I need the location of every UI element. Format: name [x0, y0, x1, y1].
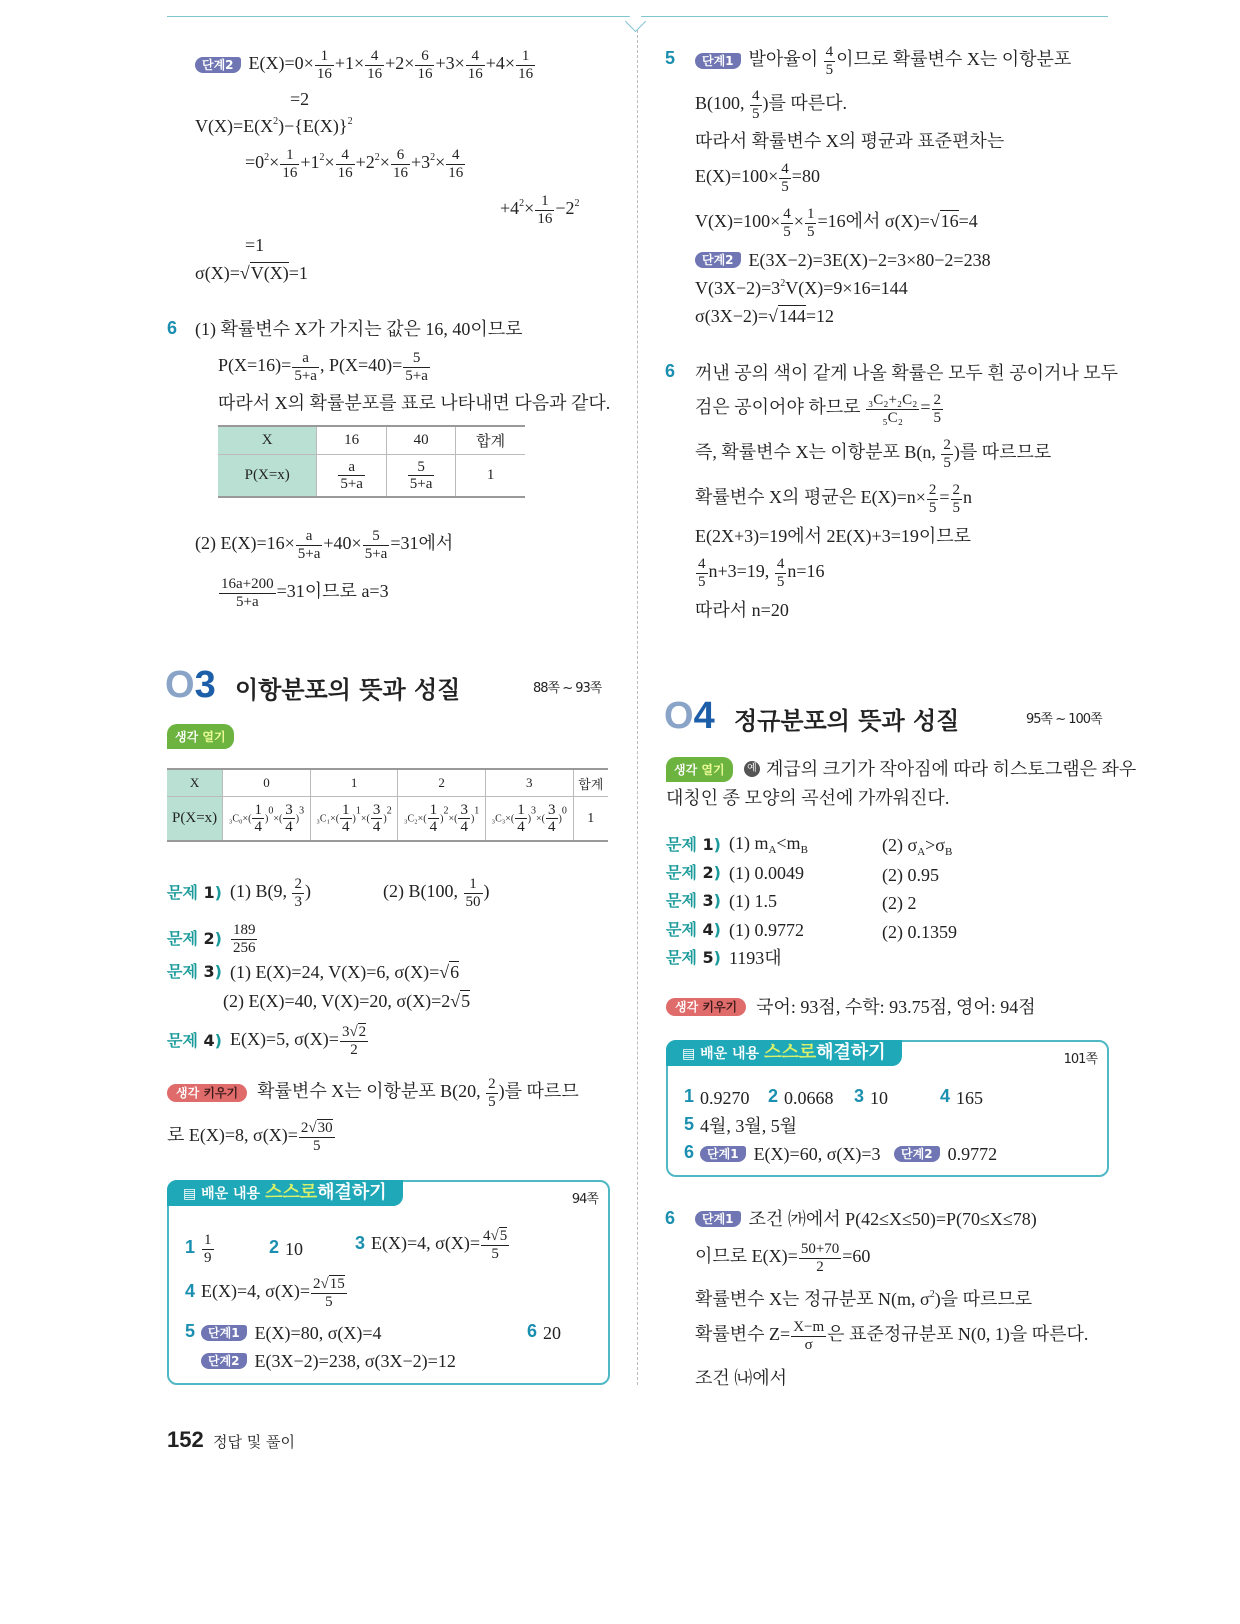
text: =1 — [245, 234, 265, 255]
problem-label — [167, 1033, 222, 1049]
text: ) — [214, 929, 222, 948]
text: 0.0668 — [784, 1087, 834, 1108]
text: 1 — [456, 455, 525, 498]
text: 1193대 — [728, 947, 782, 968]
solution-line — [695, 525, 971, 545]
self-check-header — [167, 1180, 403, 1206]
text: 따라서 확률변수 X의 평균과 표준편차는 — [695, 130, 1005, 151]
example-icon: 예 — [744, 761, 760, 777]
text: 확률변수 Z= $\frac{X-m}{\sigma}$ 은 표준정규분포 N(0, 1)을 따른다. — [695, 1319, 1089, 1353]
text: 국어: 93점, 수학: 93.75점, 영어: 94점 — [756, 996, 1036, 1017]
step2-badge: 단계2 — [195, 57, 241, 73]
section-number — [165, 664, 216, 707]
answer-number: 4 — [185, 1281, 196, 1302]
self-check-box — [666, 1040, 1109, 1177]
solution-line — [195, 115, 353, 135]
text: E(X)=0× $\frac{1}{16}$ +1× $\frac{4}{16}$ +2× $\frac{6}{16}$ +3× $\frac{4}{16}$ +4× $\frac{1}{16}$ — [248, 48, 534, 82]
solution-line — [218, 576, 389, 610]
text: 101쪽 — [1063, 1052, 1097, 1067]
text — [684, 1143, 997, 1163]
text: 로 E(X)=8, σ(X)= $\frac{2√30}{5}$ — [167, 1120, 333, 1154]
text: 16 — [317, 426, 386, 455]
text — [527, 1322, 561, 1342]
text — [940, 1087, 983, 1107]
text: 4 — [702, 919, 714, 939]
solution-line — [695, 437, 1051, 471]
step-badge: 단계1 — [700, 1146, 746, 1162]
text: (2) 0.95 — [882, 864, 939, 885]
text: 키우기 — [702, 999, 738, 1014]
text — [185, 1276, 348, 1310]
think-open-tag — [167, 724, 234, 749]
solution-line — [695, 392, 944, 426]
distribution-table — [218, 425, 525, 498]
text: =2 — [290, 88, 310, 109]
top-notch — [625, 11, 646, 32]
text: σ(3X−2)=√144=12 — [695, 305, 835, 326]
text: 3 — [194, 664, 216, 706]
text: P(X=x) — [218, 455, 317, 498]
step-badge: 단계1 — [201, 1325, 247, 1341]
solution-line — [695, 305, 834, 325]
text — [218, 455, 525, 498]
text: E(3X−2)=3E(X)−2=3×80−2=238 — [748, 249, 991, 270]
solution-line — [695, 599, 789, 619]
page-range: 88쪽 ~ 93쪽 — [533, 681, 602, 696]
problem-number: 6 — [665, 361, 676, 381]
answer-number: 1 — [684, 1086, 695, 1106]
text: 꺼낸 공의 색이 같게 나올 확률은 모두 흰 공이거나 모두 — [695, 362, 1119, 383]
answer-number: 2 — [269, 1237, 280, 1257]
answer-number: 5 — [185, 1321, 196, 1341]
text: $\frac{189}{256}$ — [232, 922, 256, 956]
text — [167, 797, 608, 841]
text: 문제 — [666, 919, 697, 939]
problem-number: 6 — [665, 1208, 676, 1228]
text: $V(X)=E(X^2)-\{E(X)\}^2$ — [195, 115, 353, 136]
text — [882, 836, 952, 858]
text: 열기 — [701, 763, 725, 777]
text: 계급의 크기가 작아짐에 따라 히스토그램은 좌우 — [766, 758, 1137, 779]
text: 0.9772 — [947, 1143, 998, 1164]
solution-line — [695, 130, 1004, 150]
text — [684, 1087, 750, 1107]
text: 배운 내용 — [201, 1186, 261, 1202]
text — [185, 1232, 215, 1266]
text — [666, 947, 721, 967]
text: 합계 — [573, 769, 608, 797]
text: V(X)=100× $\frac{4}{5}$ × $\frac{1}{5}$ =16에서 σ(X)=√16=4 — [695, 206, 978, 240]
text: 해결하기 — [317, 1182, 387, 1203]
text: (2) 0.1359 — [882, 921, 957, 942]
text: 이므로 E(X)= $\frac{50+70}{2}$ =60 — [695, 1241, 871, 1275]
text: (1) 0.0049 — [728, 862, 804, 883]
text: 0 — [223, 769, 311, 797]
text: 문제 — [167, 1031, 198, 1050]
doc-icon: ▤ — [682, 1046, 701, 1062]
text — [768, 1087, 834, 1107]
text: 생각 — [176, 1086, 200, 1100]
text: 발아율이 $\frac{4}{5}$ 이므로 확률변수 X는 이항분포 — [748, 44, 1072, 78]
problem-2-answer — [666, 862, 804, 882]
text: ₃C₀×( $\frac{1}{4}$ )$^0$×( $\frac{3}{4}$ )$^3$ — [223, 797, 311, 841]
text: 10 — [285, 1238, 304, 1259]
text: 키우기 — [203, 1086, 239, 1100]
text: (2) B(100, $\frac{1}{50}$ ) — [383, 876, 490, 910]
self-check-box — [167, 1180, 610, 1385]
solution-line — [695, 1208, 1037, 1228]
solution-line — [245, 234, 264, 254]
text: 따라서 n=20 — [695, 599, 789, 620]
text: 확률변수 X는 정규분포 N(m, $\sigma^2$)을 따르므로 — [695, 1288, 1033, 1309]
text — [666, 837, 721, 853]
text: X — [167, 769, 223, 797]
text: (1) B(9, $\frac{2}{3}$ ) — [229, 876, 311, 910]
text: 4 — [203, 1031, 215, 1050]
problem-1-answer — [666, 834, 808, 856]
problem-3-answer — [167, 961, 459, 981]
text — [185, 1322, 382, 1342]
problem-4-answer — [666, 919, 804, 939]
think-grow-line — [167, 1120, 336, 1154]
text: E(X)=4, σ(X)= $\frac{2√15}{5}$ — [201, 1276, 345, 1310]
answer-number: 3 — [355, 1233, 366, 1254]
solution-line — [695, 362, 1118, 382]
text: (2) $\sigma_A>\sigma_B$ — [882, 835, 953, 858]
text — [167, 769, 608, 797]
text: 생각 — [675, 999, 699, 1014]
think-grow-line — [666, 996, 1036, 1016]
text: ) — [214, 1031, 222, 1050]
text: 문제 — [167, 961, 198, 981]
text: 1 — [310, 769, 398, 797]
solution-line — [695, 249, 991, 269]
text — [684, 1115, 797, 1135]
text: $V(3X-2)=3^2V(X)=9\times 16=144$ — [695, 277, 908, 298]
text: ) — [713, 919, 721, 939]
think-grow-line — [167, 1076, 579, 1110]
text — [218, 426, 525, 497]
text: $\frac{5}{5+a}$ — [386, 455, 455, 498]
text — [269, 1238, 303, 1258]
solution-line — [695, 1241, 870, 1275]
solution-line — [695, 556, 824, 590]
text: O — [165, 664, 195, 706]
text: $\frac{1}{9}$ — [204, 1232, 212, 1266]
section-number — [664, 695, 715, 738]
text: P(X=x) — [167, 797, 223, 841]
text: 4월, 3월, 5월 — [700, 1115, 798, 1136]
solution-line — [500, 193, 579, 227]
solution-line — [695, 482, 972, 516]
problem-label — [167, 961, 222, 981]
problem-5-answer — [666, 947, 782, 967]
text: ) — [713, 835, 721, 854]
text: E(X)=4, σ(X)= $\frac{4√5}{5}$ — [371, 1228, 508, 1262]
text: ) — [214, 883, 222, 902]
text: 조건 ㈏에서 — [695, 1367, 788, 1388]
text: $=0^2\times$ $\frac{1}{16}$ $+1^2\times$ $\frac{4}{16}$ $+2^2\times$ $\frac{6}{16}$ $+3^2\times$ $\frac{4}{16}$ — [245, 147, 464, 181]
answer-number: 4 — [940, 1086, 951, 1106]
column-divider — [637, 30, 638, 1385]
binomial-table — [167, 768, 608, 842]
answer-number: 6 — [684, 1142, 695, 1162]
text: 5 — [702, 947, 714, 967]
problem-3-answer — [666, 890, 777, 910]
problem-number: 6 — [167, 318, 178, 338]
text: 3 — [702, 890, 714, 910]
text: (1) 0.9772 — [728, 919, 804, 940]
text: (2) 2 — [882, 892, 917, 913]
page-range: 95쪽 ~ 100쪽 — [1026, 712, 1102, 727]
text: 생각 — [674, 763, 698, 777]
text: 스스로 — [763, 1042, 817, 1063]
think-open-line — [738, 758, 1136, 778]
solution-line — [695, 44, 1071, 78]
text: 열기 — [202, 730, 226, 744]
step-badge: 단계1 — [695, 1211, 741, 1227]
text — [882, 921, 957, 941]
text — [666, 919, 721, 939]
text: 문제 — [666, 947, 697, 967]
problem-1b-answer — [383, 876, 490, 910]
text: (1) 1.5 — [728, 890, 777, 911]
text: 즉, 확률변수 X는 이항분포 B(n, $\frac{2}{5}$ )를 따르므로 — [695, 437, 1052, 471]
problem-2-answer — [167, 922, 258, 956]
answer-number: 1 — [185, 1237, 196, 1258]
text: ₃C₃×( $\frac{1}{4}$ )$^3$×( $\frac{3}{4}$ )$^0$ — [485, 797, 573, 841]
text: (1) $m_A<m_B$ — [728, 833, 808, 856]
text: 2 — [702, 862, 714, 882]
text: 대칭인 종 모양의 곡선에 가까워진다. — [666, 787, 950, 808]
text: 따라서 X의 확률분포를 표로 나타내면 다음과 같다. — [218, 392, 611, 413]
solution-line — [695, 206, 978, 240]
step-badge: 단계2 — [894, 1146, 940, 1162]
text: 확률변수 X는 이항분포 B(20, $\frac{2}{5}$ )를 따르므 — [257, 1076, 579, 1110]
solution-line — [218, 392, 610, 412]
text — [666, 1040, 902, 1066]
text — [218, 426, 525, 455]
text: 40 — [386, 426, 455, 455]
text: 1 — [702, 835, 714, 854]
think-open-tag — [666, 757, 733, 782]
text: E(X)=100× $\frac{4}{5}$ =80 — [695, 161, 820, 195]
text: 문제 — [167, 929, 198, 948]
text: ₃C₁×( $\frac{1}{4}$ )$^1$×( $\frac{3}{4}$ )$^2$ — [310, 797, 398, 841]
solution-line — [195, 318, 523, 338]
solution-line — [695, 88, 847, 122]
text: 문제 — [666, 862, 697, 882]
answer-number: 6 — [527, 1321, 538, 1341]
text: ) — [713, 862, 721, 882]
solution-line — [695, 1288, 1032, 1308]
text: 3 — [485, 769, 573, 797]
text: 1 — [573, 797, 608, 841]
text: B(100, $\frac{4}{5}$ )를 따른다. — [695, 88, 848, 122]
text: 문제 — [666, 890, 697, 910]
text: 검은 공이어야 하므로 $\frac{\text{₃C₂+₂C₂}}{\text{₅C₂}}$ = $\frac{2}{5}$ — [695, 392, 942, 426]
text: 0.9270 — [700, 1087, 750, 1108]
text: $\frac{16a+200}{5+a}$ =31이므로 a=3 — [221, 576, 389, 610]
text: 1 — [203, 883, 215, 902]
doc-icon: ▤ — [183, 1186, 202, 1202]
text: 합계 — [456, 426, 525, 455]
text: 2 — [398, 769, 486, 797]
text: E(X)=80, σ(X)=4 — [254, 1322, 382, 1343]
text: 스스로 — [264, 1182, 318, 1203]
text: 10 — [870, 1087, 889, 1108]
text: $\frac{4}{5}$ n+3=19, $\frac{4}{5}$ n=16 — [698, 556, 825, 590]
solution-line — [195, 48, 536, 82]
text — [167, 769, 608, 841]
solution-line — [195, 528, 453, 562]
text: 20 — [543, 1322, 562, 1343]
text: 배운 내용 — [700, 1046, 760, 1062]
solution-line — [695, 277, 908, 297]
text: σ(X)=√V(X)=1 — [195, 262, 308, 283]
think-grow-tag — [167, 1084, 247, 1102]
text — [666, 998, 746, 1016]
problem-label — [167, 885, 222, 901]
text — [854, 1087, 888, 1107]
text: ) — [713, 947, 721, 967]
problem-label — [167, 931, 222, 947]
text: 문제 — [666, 835, 697, 854]
page-ref: 94쪽 — [571, 1192, 598, 1207]
text: $\frac{a}{5+a}$ — [317, 455, 386, 498]
step-badge: 단계1 — [695, 53, 741, 69]
text: E(2X+3)=19에서 2E(X)+3=19이므로 — [695, 525, 972, 546]
text — [666, 890, 721, 910]
text: 165 — [956, 1087, 984, 1108]
think-open-line — [666, 787, 949, 807]
text: O — [664, 695, 694, 737]
text: 문제 — [167, 883, 198, 902]
answer-number: 2 — [768, 1086, 779, 1106]
text — [666, 862, 721, 882]
text: (2) E(X)=40, V(X)=20, σ(X)=2√5 — [223, 990, 471, 1011]
text: (2) E(X)=16× $\frac{a}{5+a}$ +40× $\frac{5}{5+a}$ =31에서 — [195, 528, 454, 562]
text: 3 — [203, 961, 215, 981]
footer-label: 정답 및 풀이 — [213, 1433, 295, 1451]
text — [201, 1350, 456, 1370]
problem-1-answer — [167, 876, 311, 910]
solution-line — [695, 1319, 1088, 1353]
answer-number: 3 — [854, 1086, 865, 1106]
solution-line — [218, 350, 431, 384]
text: ₃C₂×( $\frac{1}{4}$ )$^2$×( $\frac{3}{4}$ )$^1$ — [398, 797, 486, 841]
text: E(3X−2)=238, σ(3X−2)=12 — [254, 1350, 456, 1371]
answer-number: 5 — [684, 1114, 695, 1134]
section-title: 정규분포의 뜻과 성질 — [734, 707, 960, 735]
solution-line — [245, 147, 466, 181]
text: 2 — [203, 929, 215, 948]
text: 4 — [693, 695, 715, 737]
step-badge: 단계2 — [695, 252, 741, 268]
text — [882, 892, 917, 912]
text: X — [218, 426, 317, 455]
text: E(X)=60, σ(X)=3 — [753, 1143, 881, 1164]
page-number: 152 — [167, 1427, 204, 1452]
text — [355, 1228, 510, 1262]
text: ) — [214, 961, 222, 981]
text: P(X=16)= $\frac{a}{5+a}$ , P(X=40)= $\frac{5}{5+a}$ — [218, 350, 428, 384]
text: ) — [713, 890, 721, 910]
text: (1) 확률변수 X가 가지는 값은 16, 40이므로 — [195, 318, 523, 339]
section-title: 이항분포의 뜻과 성질 — [235, 676, 461, 704]
solution-line — [695, 1367, 787, 1387]
text: E(X)=5, σ(X)= $\frac{3√2}{2}$ — [229, 1024, 367, 1058]
solution-line — [290, 88, 309, 108]
step-badge: 단계2 — [201, 1353, 247, 1369]
text: 확률변수 X의 평균은 E(X)=n× $\frac{2}{5}$ = $\frac{2}{5}$ n — [695, 482, 973, 516]
text: 조건 ㈎에서 P(42≤X≤50)=P(70≤X≤78) — [748, 1208, 1037, 1229]
text: (1) E(X)=24, V(X)=6, σ(X)=√6 — [229, 961, 460, 982]
problem-number: 5 — [665, 48, 676, 68]
problem-4-answer — [167, 1024, 369, 1058]
text: 생각 — [175, 730, 199, 744]
problem-3b-answer — [223, 990, 470, 1010]
text — [882, 864, 939, 884]
text: 해결하기 — [816, 1042, 886, 1063]
text: $+4^2\times$ $\frac{1}{16}$ $-2^2$ — [500, 193, 580, 227]
solution-line — [695, 161, 820, 195]
solution-line — [195, 262, 308, 282]
